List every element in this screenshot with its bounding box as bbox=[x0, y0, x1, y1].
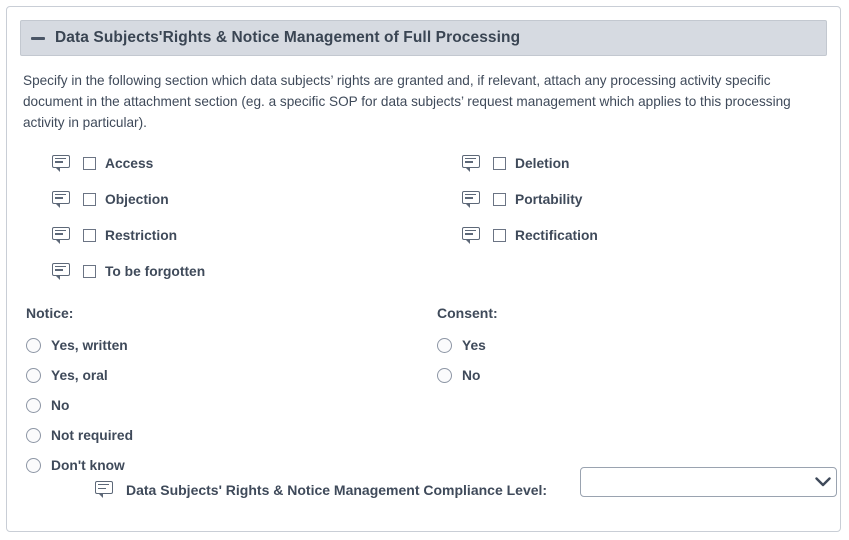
consent-option-label: Yes bbox=[462, 337, 486, 353]
notice-option-label: Yes, oral bbox=[51, 367, 108, 383]
radio-yes-written[interactable] bbox=[26, 338, 41, 353]
page-title: Data Subjects'Rights & Notice Management of Full Processing bbox=[55, 29, 521, 46]
rights-item-label: Rectification bbox=[515, 227, 598, 243]
radio-yes-oral[interactable] bbox=[26, 368, 41, 383]
compliance-level-row bbox=[95, 481, 835, 498]
rights-item-label: Objection bbox=[105, 191, 169, 207]
comment-icon[interactable] bbox=[462, 227, 482, 244]
rights-item-deletion[interactable] bbox=[462, 145, 598, 181]
form-panel bbox=[6, 6, 841, 532]
comment-icon[interactable] bbox=[52, 155, 72, 172]
rights-item-label: Restriction bbox=[105, 227, 178, 243]
checkbox-to-be-forgotten[interactable] bbox=[83, 265, 96, 278]
comment-icon[interactable] bbox=[52, 227, 72, 244]
checkbox-restriction[interactable] bbox=[83, 229, 96, 242]
radio-dont-know[interactable] bbox=[26, 458, 41, 473]
notice-group-title: Notice: bbox=[26, 305, 74, 322]
notice-group bbox=[26, 305, 133, 480]
rights-item-label: Portability bbox=[515, 191, 583, 207]
comment-icon[interactable] bbox=[52, 263, 72, 280]
radio-groups bbox=[7, 305, 840, 477]
notice-option-label: Not required bbox=[51, 427, 134, 443]
radio-consent-yes[interactable] bbox=[437, 338, 452, 353]
checkbox-portability[interactable] bbox=[493, 193, 506, 206]
notice-option-no[interactable] bbox=[26, 390, 133, 420]
notice-option-label: Yes, written bbox=[51, 337, 128, 353]
section-header[interactable] bbox=[20, 20, 827, 56]
compliance-level-label: Data Subjects' Rights & Notice Management Compliance Level: bbox=[126, 481, 548, 498]
checkbox-access[interactable] bbox=[83, 157, 96, 170]
rights-item-portability[interactable] bbox=[462, 181, 598, 217]
section-instructions: Specify in the following section which data subjects’ rights are granted and, if relevant, attach any processing activity specific document in the attachment section (eg. a specific SOP for data subjects’ request management which applies to this processing activity in particular). bbox=[23, 73, 791, 131]
rights-item-label: Access bbox=[105, 155, 154, 171]
consent-group-title: Consent: bbox=[437, 305, 498, 322]
comment-icon[interactable] bbox=[462, 191, 482, 208]
consent-option-label: No bbox=[462, 367, 481, 383]
radio-no[interactable] bbox=[26, 398, 41, 413]
checkbox-deletion[interactable] bbox=[493, 157, 506, 170]
rights-column-left bbox=[52, 145, 205, 289]
notice-option-dont-know[interactable] bbox=[26, 450, 133, 480]
notice-option-yes-oral[interactable] bbox=[26, 360, 133, 390]
minus-icon[interactable] bbox=[21, 37, 55, 40]
minus-icon-bar bbox=[31, 37, 45, 40]
comment-icon[interactable] bbox=[95, 481, 115, 498]
checkbox-rectification[interactable] bbox=[493, 229, 506, 242]
radio-not-required[interactable] bbox=[26, 428, 41, 443]
notice-option-label: Don't know bbox=[51, 457, 125, 473]
notice-option-label: No bbox=[51, 397, 70, 413]
consent-option-yes[interactable] bbox=[437, 330, 498, 360]
radio-consent-no[interactable] bbox=[437, 368, 452, 383]
comment-icon[interactable] bbox=[462, 155, 482, 172]
rights-item-to-be-forgotten[interactable] bbox=[52, 253, 205, 289]
rights-item-restriction[interactable] bbox=[52, 217, 205, 253]
rights-item-label: Deletion bbox=[515, 155, 570, 171]
rights-item-access[interactable] bbox=[52, 145, 205, 181]
checkbox-objection[interactable] bbox=[83, 193, 96, 206]
compliance-level-select[interactable] bbox=[580, 467, 837, 497]
chevron-down-icon[interactable] bbox=[810, 477, 836, 487]
rights-checkbox-grid bbox=[7, 145, 840, 291]
notice-option-yes-written[interactable] bbox=[26, 330, 133, 360]
rights-item-rectification[interactable] bbox=[462, 217, 598, 253]
rights-column-right bbox=[462, 145, 598, 253]
notice-option-not-required[interactable] bbox=[26, 420, 133, 450]
comment-icon[interactable] bbox=[52, 191, 72, 208]
rights-item-objection[interactable] bbox=[52, 181, 205, 217]
consent-option-no[interactable] bbox=[437, 360, 498, 390]
consent-group bbox=[437, 305, 498, 390]
rights-item-label: To be forgotten bbox=[105, 263, 206, 279]
